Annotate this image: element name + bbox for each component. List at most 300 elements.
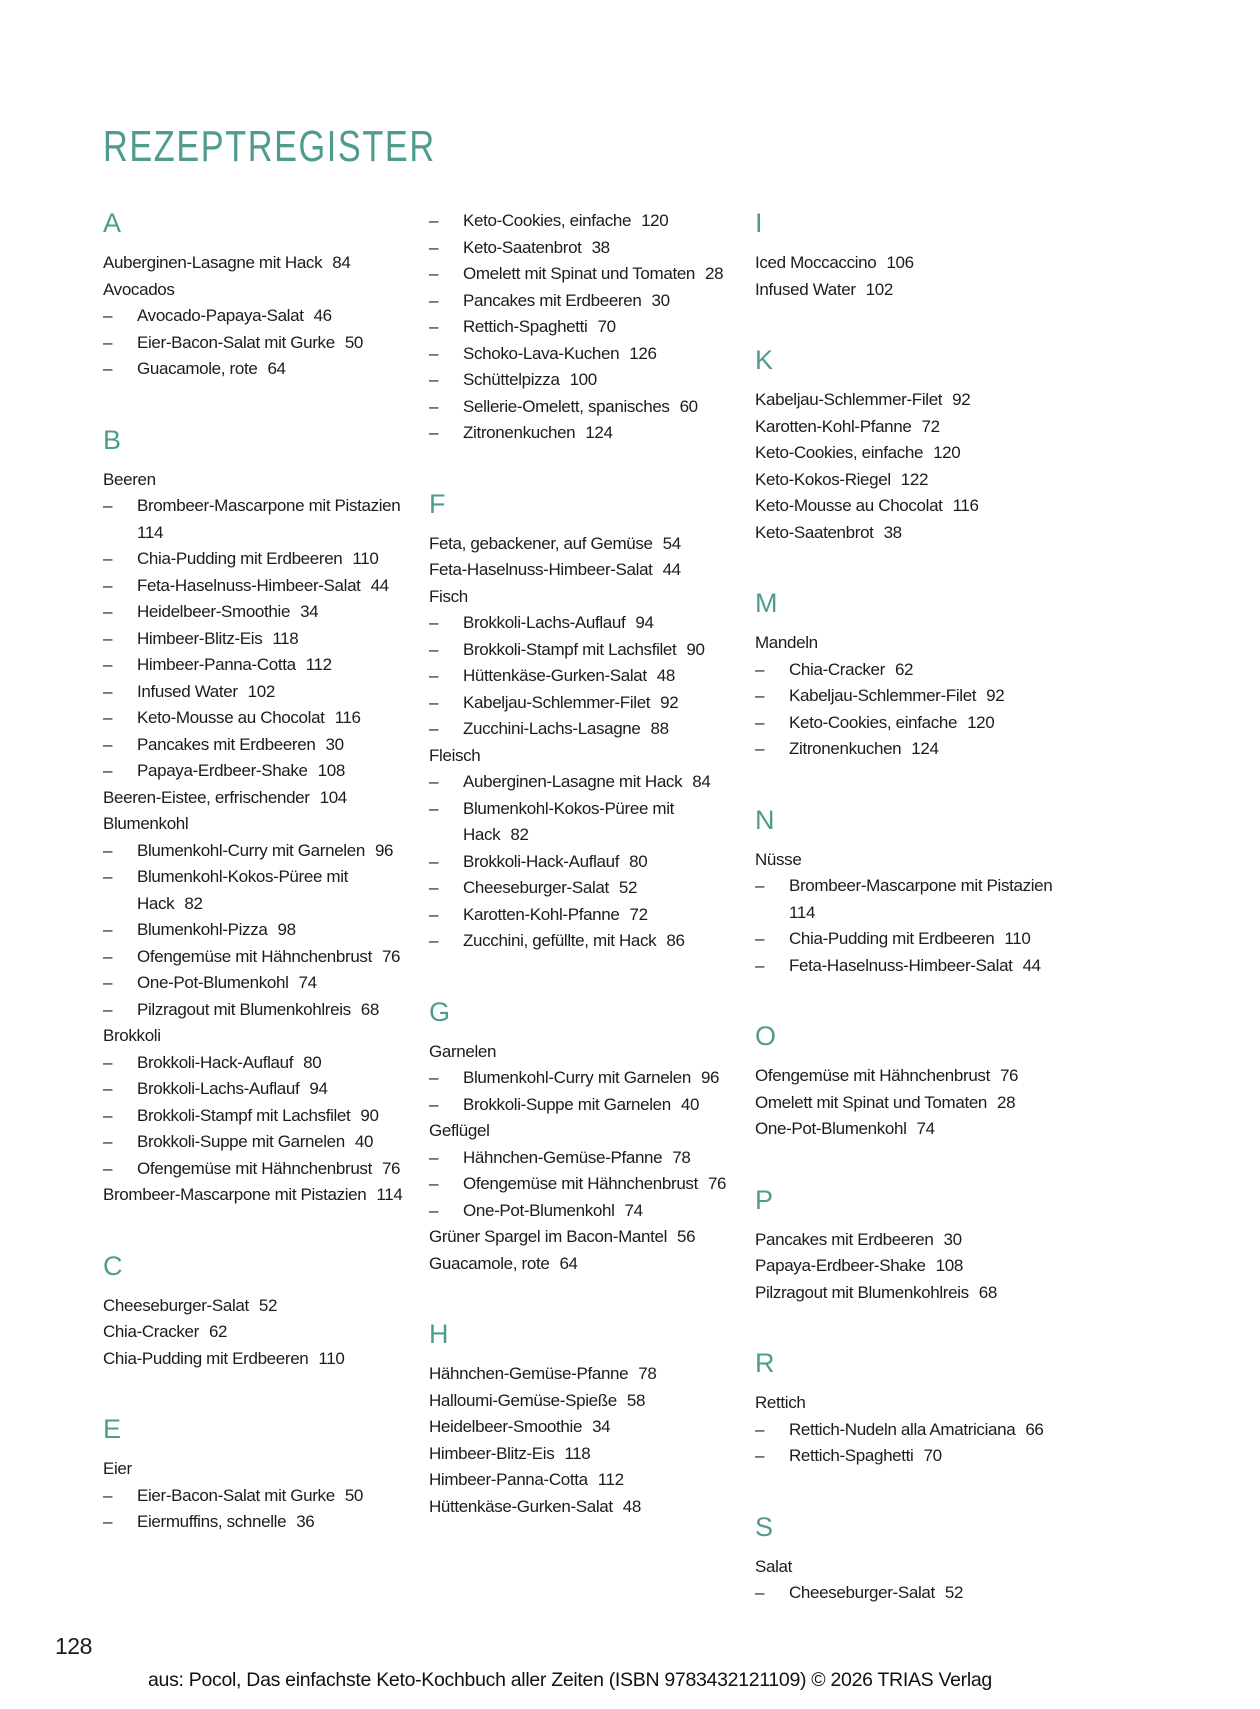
index-entry [103, 277, 407, 304]
entry-text: Feta-Haselnuss-Himbeer-Salat [789, 955, 1013, 975]
dash-bullet: – [429, 423, 439, 442]
entry-page: 108 [317, 761, 345, 780]
section-letter: B [103, 424, 122, 455]
entry-text: Brokkoli-Stampf mit Lachsfilet [463, 639, 677, 659]
dash-bullet: – [103, 1485, 113, 1505]
index-entry [755, 953, 1059, 980]
entry-text: Brokkoli-Suppe mit Garnelen [463, 1094, 671, 1114]
index-entry [103, 917, 407, 944]
dash-bullet: – [755, 876, 765, 895]
index-entry [429, 690, 733, 717]
dash-bullet: – [103, 681, 113, 701]
index-section [755, 588, 1059, 763]
entry-text: Papaya-Erdbeer-Shake [137, 761, 308, 780]
section-letter: K [755, 345, 774, 375]
entry-page: 94 [309, 1079, 328, 1098]
entry-page: 54 [662, 533, 681, 553]
entry-text: Himbeer-Blitz-Eis [429, 1443, 555, 1463]
entry-text: One-Pot-Blumenkohl [755, 1119, 907, 1138]
entry-text: Pancakes mit Erdbeeren [755, 1229, 934, 1249]
entry-page: 68 [360, 999, 379, 1019]
index-section [103, 1414, 407, 1536]
entry-text: Auberginen-Lasagne mit Hack [103, 253, 323, 272]
entry-text: Pancakes mit Erdbeeren [137, 734, 316, 754]
entry-page: 74 [916, 1119, 935, 1138]
dash-bullet: – [103, 1132, 113, 1151]
entry-page: 30 [943, 1229, 962, 1249]
dash-bullet: – [429, 878, 439, 897]
entry-text: Brokkoli-Hack-Auflauf [137, 1052, 294, 1072]
entry-page: 118 [564, 1443, 591, 1463]
dash-bullet: – [755, 659, 765, 679]
entry-page: 68 [978, 1282, 997, 1302]
entry-text: Chia-Cracker [789, 659, 885, 679]
entry-text: Blumenkohl-Kokos-Püree mit Hack [463, 798, 675, 844]
entry-text: Zitronenkuchen [789, 739, 902, 758]
entry-page: 82 [184, 893, 203, 913]
entry-text: Brombeer-Mascarpone mit Pistazien [137, 496, 401, 515]
entry-page: 94 [635, 613, 654, 632]
entry-page: 40 [680, 1094, 700, 1114]
index-entry [429, 1092, 733, 1119]
index-entry [429, 1224, 733, 1251]
section-letter: O [755, 1021, 777, 1051]
index-entry [103, 705, 407, 732]
index-entry [103, 467, 407, 494]
dash-bullet: – [429, 931, 439, 950]
index-entry [755, 1063, 1059, 1090]
index-section [103, 425, 407, 1209]
index-entry [103, 1103, 407, 1130]
entry-text: Kabeljau-Schlemmer-Filet [755, 390, 943, 409]
entry-text: Eiermuffins, schnelle [137, 1512, 287, 1531]
entry-page: 88 [650, 719, 669, 738]
index-entry [755, 710, 1059, 737]
index-entry [755, 1417, 1059, 1444]
index-section [755, 1021, 1059, 1143]
entry-page: 86 [666, 931, 685, 950]
section-letter: R [755, 1348, 775, 1378]
index-entry [755, 467, 1059, 494]
index-entry [429, 1414, 733, 1441]
entry-text: Kabeljau-Schlemmer-Filet [789, 686, 977, 705]
entry-text: Rettich-Nudeln alla Amatriciana [789, 1419, 1016, 1439]
entry-text: Ofengemüse mit Hähnchenbrust [755, 1066, 990, 1085]
entry-text: Garnelen [429, 1041, 497, 1061]
entry-page: 124 [911, 739, 939, 758]
entry-page: 52 [618, 878, 638, 897]
dash-bullet: – [429, 237, 439, 257]
index-entry [103, 303, 407, 330]
entry-page: 78 [672, 1147, 691, 1167]
entry-text: Keto-Saatenbrot [463, 237, 582, 257]
index-entry [429, 663, 733, 690]
entry-page: 36 [296, 1512, 315, 1531]
index-entry [755, 1554, 1059, 1581]
dash-bullet: – [429, 851, 439, 871]
entry-page: 110 [352, 549, 379, 568]
dash-bullet: – [429, 1174, 439, 1193]
entry-page: 124 [585, 423, 613, 442]
entry-text: Ofengemüse mit Hähnchenbrust [463, 1174, 698, 1193]
index-entry [103, 546, 407, 573]
index-entry [103, 1182, 407, 1209]
entry-page: 92 [986, 686, 1005, 705]
entry-page: 74 [624, 1200, 643, 1220]
entry-page: 90 [360, 1105, 379, 1125]
entry-text: Keto-Cookies, einfache [463, 211, 632, 230]
entry-text: Eier [103, 1459, 132, 1478]
dash-bullet: – [755, 739, 765, 758]
index-section [755, 345, 1059, 546]
index-entry [755, 440, 1059, 467]
entry-text: Brombeer-Mascarpone mit Pistazien [789, 876, 1053, 895]
index-entry [429, 1388, 733, 1415]
entry-text: Brokkoli-Lachs-Auflauf [137, 1079, 300, 1098]
index-entry [755, 630, 1059, 657]
entry-text: Cheeseburger-Salat [103, 1295, 249, 1315]
entry-page: 122 [900, 469, 929, 489]
dash-bullet: – [429, 666, 439, 685]
section-letter: C [103, 1250, 123, 1281]
entry-text: Chia-Cracker [103, 1322, 199, 1341]
entry-text: Brokkoli-Stampf mit Lachsfilet [137, 1105, 351, 1125]
entry-text: Blumenkohl-Curry mit Garnelen [137, 840, 365, 860]
index-entry [429, 584, 733, 611]
entry-page: 104 [319, 787, 347, 807]
section-letter: E [103, 1414, 122, 1444]
entry-page: 28 [705, 264, 724, 283]
dash-bullet: – [103, 867, 113, 886]
dash-bullet: – [755, 1583, 765, 1602]
index-entry [103, 864, 407, 917]
dash-bullet: – [103, 359, 113, 378]
entry-text: Himbeer-Blitz-Eis [137, 628, 263, 648]
entry-text: Himbeer-Panna-Cotta [429, 1470, 588, 1489]
index-entry [429, 314, 733, 341]
index-entry [103, 1156, 407, 1183]
index-entry [755, 657, 1059, 684]
entry-page: 110 [1004, 929, 1031, 948]
dash-bullet: – [755, 955, 765, 975]
entry-page: 50 [344, 332, 364, 352]
index-entry [103, 1023, 407, 1050]
index-entry [429, 1118, 733, 1145]
index-entry [103, 250, 407, 277]
entry-text: Hüttenkäse-Gurken-Salat [463, 666, 647, 685]
index-entry [755, 1116, 1059, 1143]
recipe-columns [103, 208, 1059, 1607]
entry-text: Schoko-Lava-Kuchen [463, 343, 620, 363]
entry-text: Brokkoli-Lachs-Auflauf [463, 613, 626, 632]
entry-text: Grüner Spargel im Bacon-Mantel [429, 1227, 668, 1246]
index-entry [429, 769, 733, 796]
index-entry [103, 652, 407, 679]
dash-bullet: – [429, 798, 439, 818]
dash-bullet: – [429, 772, 439, 791]
entry-page: 44 [370, 575, 389, 595]
index-entry [429, 902, 733, 929]
index-entry [429, 208, 733, 235]
dash-bullet: – [103, 1158, 113, 1178]
index-section [755, 1348, 1059, 1470]
entry-text: Blumenkohl-Curry mit Garnelen [463, 1068, 691, 1087]
entry-page: 44 [1022, 955, 1041, 975]
entry-page: 114 [137, 522, 164, 542]
entry-text: Feta, gebackener, auf Gemüse [429, 533, 653, 553]
index-entry [755, 520, 1059, 547]
entry-text: Heidelbeer-Smoothie [429, 1417, 583, 1436]
entry-page: 64 [267, 359, 286, 378]
index-section [755, 208, 1059, 303]
entry-text: Blumenkohl [103, 814, 189, 833]
index-column [755, 208, 1059, 1607]
entry-text: Pilzragout mit Blumenkohlreis [755, 1282, 969, 1302]
entry-page: 72 [921, 416, 940, 436]
page-title: REZEPTREGISTER [103, 122, 436, 171]
entry-text: Rettich-Spaghetti [789, 1446, 914, 1465]
dash-bullet: – [103, 1079, 113, 1098]
section-letter: N [755, 804, 775, 835]
index-entry [429, 1467, 733, 1494]
entry-page: 84 [332, 253, 351, 272]
entry-page: 82 [510, 825, 529, 844]
index-entry [429, 235, 733, 262]
entry-text: One-Pot-Blumenkohl [137, 973, 289, 992]
index-section [429, 489, 733, 955]
entry-page: 74 [298, 973, 317, 992]
entry-text: Brokkoli [103, 1026, 161, 1045]
index-entry [755, 414, 1059, 441]
entry-text: Beeren-Eistee, erfrischender [103, 787, 310, 807]
entry-page: 100 [569, 370, 597, 389]
entry-page: 96 [700, 1068, 720, 1087]
index-entry [755, 1443, 1059, 1470]
entry-text: Fisch [429, 586, 468, 606]
index-entry [755, 1227, 1059, 1254]
index-section [429, 997, 733, 1278]
entry-page: 40 [354, 1132, 374, 1151]
index-entry [429, 557, 733, 584]
dash-bullet: – [103, 946, 113, 966]
entry-page: 92 [660, 692, 679, 712]
index-section [103, 208, 407, 383]
entry-text: Avocados [103, 279, 175, 299]
index-entry [103, 944, 407, 971]
section-letter: G [429, 996, 451, 1027]
index-entry [103, 732, 407, 759]
entry-page: 72 [629, 904, 648, 924]
entry-text: Hähnchen-Gemüse-Pfanne [429, 1364, 629, 1383]
entry-text: Schüttelpizza [463, 370, 560, 389]
index-entry [103, 1483, 407, 1510]
index-entry [429, 637, 733, 664]
dash-bullet: – [429, 904, 439, 924]
entry-page: 60 [679, 396, 698, 416]
entry-page: 114 [376, 1185, 403, 1204]
index-entry [103, 626, 407, 653]
dash-bullet: – [429, 613, 439, 632]
index-entry [755, 277, 1059, 304]
entry-text: Blumenkohl-Kokos-Püree mit Hack [137, 867, 349, 913]
index-entry [429, 531, 733, 558]
entry-text: Rettich [755, 1393, 806, 1412]
index-entry [755, 493, 1059, 520]
dash-bullet: – [755, 929, 765, 948]
entry-text: Karotten-Kohl-Pfanne [755, 416, 912, 436]
entry-page: 108 [935, 1256, 963, 1275]
entry-text: Keto-Saatenbrot [755, 522, 874, 542]
entry-text: Chia-Pudding mit Erdbeeren [789, 929, 995, 948]
dash-bullet: – [429, 290, 439, 310]
index-entry [103, 1456, 407, 1483]
entry-page: 28 [997, 1092, 1016, 1112]
dash-bullet: – [429, 211, 439, 230]
index-entry [103, 1076, 407, 1103]
dash-bullet: – [429, 1147, 439, 1167]
index-entry [755, 926, 1059, 953]
index-section [429, 208, 733, 447]
index-entry [429, 1171, 733, 1198]
dash-bullet: – [103, 708, 113, 727]
index-entry [755, 683, 1059, 710]
dash-bullet: – [103, 999, 113, 1019]
entry-text: Infused Water [137, 681, 238, 701]
entry-page: 78 [638, 1364, 657, 1383]
entry-page: 80 [303, 1052, 322, 1072]
dash-bullet: – [103, 734, 113, 754]
index-entry [755, 250, 1059, 277]
index-section [429, 1319, 733, 1520]
entry-text: Chia-Pudding mit Erdbeeren [137, 549, 343, 568]
entry-text: Keto-Cookies, einfache [789, 712, 958, 732]
index-section [755, 1185, 1059, 1307]
entry-text: Hähnchen-Gemüse-Pfanne [463, 1147, 663, 1167]
index-entry [103, 573, 407, 600]
entry-page: 106 [886, 253, 914, 272]
entry-text: Chia-Pudding mit Erdbeeren [103, 1348, 309, 1368]
entry-page: 70 [923, 1446, 942, 1465]
index-entry [429, 1441, 733, 1468]
entry-page: 76 [707, 1174, 727, 1193]
index-entry [429, 849, 733, 876]
entry-text: Feta-Haselnuss-Himbeer-Salat [429, 560, 653, 579]
index-entry [429, 1065, 733, 1092]
index-entry [429, 1361, 733, 1388]
entry-text: Brokkoli-Hack-Auflauf [463, 851, 620, 871]
entry-page: 114 [789, 902, 816, 922]
entry-text: Cheeseburger-Salat [789, 1583, 935, 1602]
entry-text: Sellerie-Omelett, spanisches [463, 396, 670, 416]
index-entry [103, 970, 407, 997]
entry-text: Hüttenkäse-Gurken-Salat [429, 1496, 613, 1516]
dash-bullet: – [755, 686, 765, 705]
index-entry [429, 716, 733, 743]
section-letter: P [755, 1184, 774, 1215]
entry-text: Guacamole, rote [137, 359, 258, 378]
entry-page: 56 [677, 1227, 696, 1246]
dash-bullet: – [429, 1200, 439, 1220]
section-letter: A [103, 208, 122, 238]
entry-text: One-Pot-Blumenkohl [463, 1200, 615, 1220]
entry-text: Blumenkohl-Pizza [137, 920, 268, 939]
index-entry [429, 367, 733, 394]
dash-bullet: – [429, 343, 439, 363]
entry-page: 44 [662, 560, 681, 579]
index-entry [103, 997, 407, 1024]
entry-page: 116 [334, 708, 361, 727]
dash-bullet: – [755, 1419, 765, 1439]
entry-text: Keto-Kokos-Riegel [755, 469, 891, 489]
entry-page: 48 [656, 666, 675, 685]
index-entry [429, 875, 733, 902]
index-entry [103, 330, 407, 357]
entry-text: Cheeseburger-Salat [463, 878, 609, 897]
entry-text: Feta-Haselnuss-Himbeer-Salat [137, 575, 361, 595]
index-entry [103, 1319, 407, 1346]
entry-page: 76 [381, 946, 401, 966]
entry-page: 62 [208, 1322, 228, 1341]
dash-bullet: – [429, 317, 439, 336]
entry-page: 96 [374, 840, 394, 860]
index-entry [103, 838, 407, 865]
dash-bullet: – [429, 396, 439, 416]
entry-page: 76 [381, 1158, 401, 1178]
section-letter: H [429, 1319, 449, 1349]
page-number-footer: 128 [55, 1633, 92, 1659]
index-entry [429, 341, 733, 368]
entry-text: Papaya-Erdbeer-Shake [755, 1256, 926, 1275]
dash-bullet: – [429, 1094, 439, 1114]
index-section [755, 1512, 1059, 1607]
entry-page: 34 [300, 602, 319, 621]
entry-text: Brombeer-Mascarpone mit Pistazien [103, 1185, 367, 1204]
index-entry [429, 796, 733, 849]
entry-page: 98 [277, 920, 296, 939]
entry-page: 112 [597, 1470, 624, 1489]
dash-bullet: – [103, 840, 113, 860]
entry-text: Geflügel [429, 1121, 490, 1140]
index-entry [429, 1494, 733, 1521]
entry-page: 38 [883, 522, 902, 542]
entry-text: Guacamole, rote [429, 1253, 550, 1273]
index-section [755, 805, 1059, 980]
index-entry [103, 1050, 407, 1077]
index-entry [429, 394, 733, 421]
dash-bullet: – [103, 1105, 113, 1125]
entry-text: Zitronenkuchen [463, 423, 576, 442]
entry-text: Keto-Mousse au Chocolat [755, 496, 943, 515]
dash-bullet: – [429, 639, 439, 659]
dash-bullet: – [103, 1052, 113, 1072]
index-entry [755, 1580, 1059, 1607]
entry-page: 120 [933, 443, 961, 462]
dash-bullet: – [755, 1446, 765, 1465]
dash-bullet: – [103, 549, 113, 568]
index-entry [429, 1145, 733, 1172]
index-entry [103, 1509, 407, 1536]
index-entry [429, 261, 733, 288]
entry-text: Auberginen-Lasagne mit Hack [463, 772, 683, 791]
entry-text: Zucchini, gefüllte, mit Hack [463, 931, 657, 950]
index-entry [429, 1251, 733, 1278]
entry-page: 48 [622, 1496, 641, 1516]
index-entry [429, 610, 733, 637]
entry-text: Rettich-Spaghetti [463, 317, 588, 336]
entry-text: Halloumi-Gemüse-Spieße [429, 1390, 617, 1410]
entry-text: Zucchini-Lachs-Lasagne [463, 719, 641, 738]
index-entry [429, 1198, 733, 1225]
